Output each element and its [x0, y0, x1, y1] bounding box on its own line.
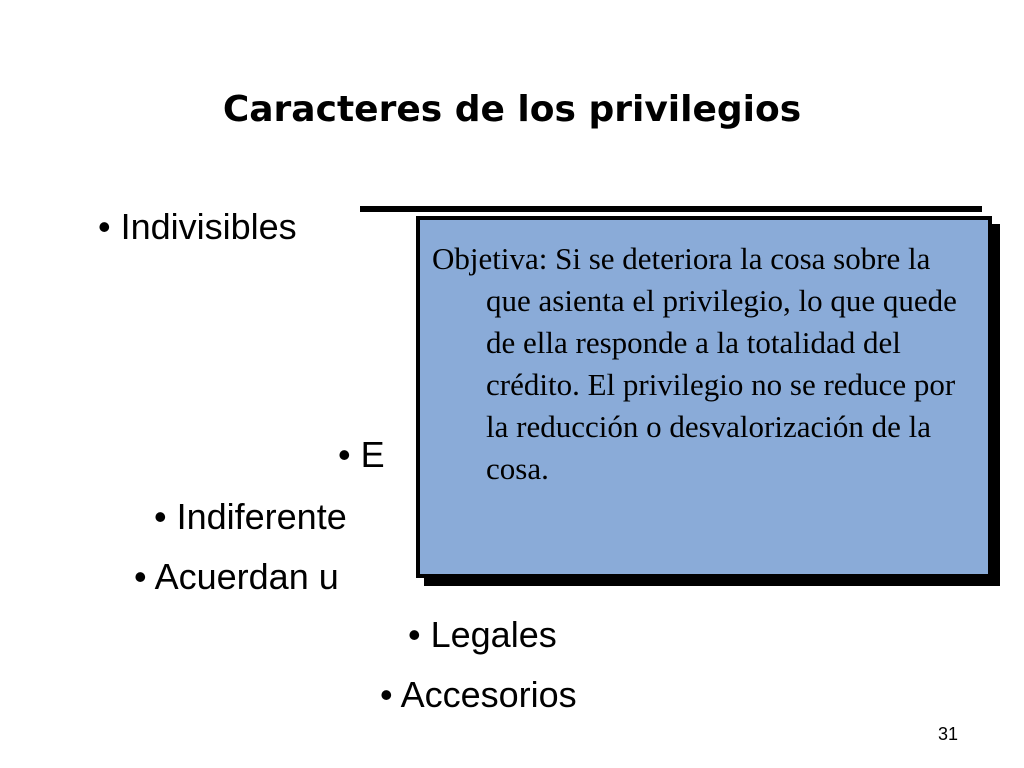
bullet-indivisibles: • Indivisibles	[98, 206, 297, 247]
callout-text: Objetiva: Si se deteriora la cosa sobre la que asienta el privilegio, lo que quede de ella responde a la totalidad del crédito. El privilegio no se reduce por la reducción o desvalorización de la cosa.	[432, 241, 957, 486]
slide-title: Caracteres de los privilegios	[222, 89, 802, 130]
callout-box	[416, 216, 992, 578]
bullet-indiferente: • Indiferente	[154, 496, 347, 537]
bullet-accesorios: • Accesorios	[380, 674, 577, 715]
bullet-acuerdan: • Acuerdan u	[134, 556, 339, 597]
rule-line	[360, 206, 982, 212]
bullet-partial-e: • E	[338, 434, 385, 475]
bullet-legales: • Legales	[408, 614, 557, 655]
page-number: 31	[938, 724, 959, 744]
